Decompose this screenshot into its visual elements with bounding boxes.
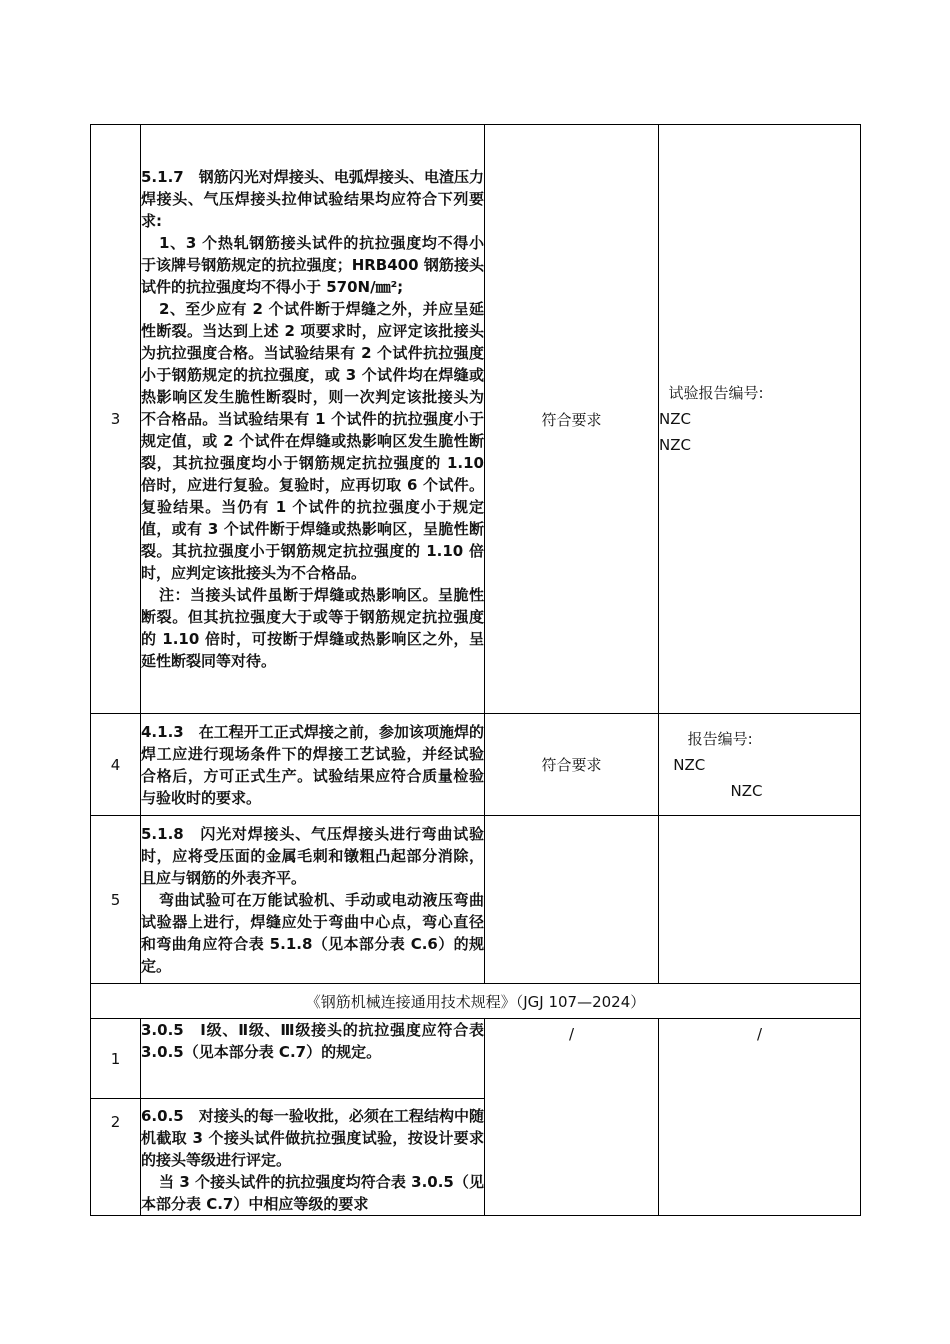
row-number: 2	[91, 1099, 141, 1216]
report-number-cell: /	[659, 1019, 861, 1216]
result-cell	[485, 816, 659, 984]
requirement-cell	[141, 1019, 485, 1099]
row-number: 3	[91, 125, 141, 714]
result-cell: 符合要求	[485, 714, 659, 816]
report-code: NZC	[659, 436, 691, 454]
requirement-paragraph: 5.1.8 闪光对焊接头、气压焊接头进行弯曲试验时，应将受压面的金属毛刺和镦粗凸起部分消除，且应与钢筋的外表齐平。	[141, 824, 484, 887]
standard-title: 《钢筋机械连接通用技术规程》（JGJ 107—2024）	[91, 984, 861, 1019]
row-number: 1	[91, 1019, 141, 1099]
table-row	[91, 714, 861, 816]
report-number-cell	[659, 125, 861, 714]
row-number: 4	[91, 714, 141, 816]
report-code: NZC	[659, 410, 691, 428]
requirement-paragraph: 5.1.7 钢筋闪光对焊接头、电弧焊接头、电渣压力焊接头、气压焊接头拉伸试验结果均应符合下列要求:	[141, 168, 484, 230]
result-cell: 符合要求	[485, 125, 659, 714]
row-number: 5	[91, 816, 141, 984]
report-number-cell	[659, 816, 861, 984]
report-label: 试验报告编号:	[659, 384, 764, 402]
requirement-paragraph: 注：当接头试件虽断于焊缝或热影响区。呈脆性断裂。但其抗拉强度大于或等于钢筋规定抗拉强度的 1.10 倍时，可按断于焊缝或热影响区之外，呈延性断裂同等对待。	[141, 586, 484, 670]
requirement-paragraph: 2、至少应有 2 个试件断于焊缝之外，并应呈延性断裂。当达到上述 2 项要求时，应评定该批接头为抗拉强度合格。当试验结果有 2 个试件抗拉强度小于钢筋规定的抗拉强度，或 3 个试件均在焊缝或热影响区发生脆性断裂时，则一次判定该批接头为不合格品。当试验结果有 1 个试件的抗拉强度小于规定值，或 2 个试件在焊缝或热影响区发生脆性断裂，其抗拉强度均小于钢筋规定抗拉强度的 1.10 倍时，应进行复验。复验时，应再切取 6 个试件。复验结果。当仍有 1 个试件的抗拉强度小于规定值，或有 3 个试件断于焊缝或热影响区，呈脆性断裂。其抗拉强度小于钢筋规定抗拉强度的 1.10 倍时，应判定该批接头为不合格品。	[141, 300, 484, 582]
report-code: NZC	[659, 781, 763, 800]
requirement-paragraph: 弯曲试验可在万能试验机、手动或电动液压弯曲试验器上进行，焊缝应处于弯曲中心点，弯心直径和弯曲角应符合表 5.1.8（见本部分表 C.6）的规定。	[141, 890, 484, 975]
inspection-table	[90, 124, 861, 1216]
table-row	[91, 125, 861, 714]
report-label: 报告编号:	[659, 729, 753, 748]
requirement-paragraph: 3.0.5 Ⅰ级、Ⅱ级、Ⅲ级接头的抗拉强度应符合表 3.0.5（见本部分表 C.7）的规定。	[141, 1021, 484, 1061]
report-code: NZC	[659, 755, 706, 774]
section-row	[91, 984, 861, 1019]
requirement-paragraph: 1、3 个热轧钢筋接头试件的抗拉强度均不得小于该牌号钢筋规定的抗拉强度；HRB400 钢筋接头试件的抗拉强度均不得小于 570N/㎜²;	[141, 234, 484, 296]
requirement-cell	[141, 1099, 485, 1216]
requirement-paragraph: 6.0.5 对接头的每一验收批，必须在工程结构中随机截取 3 个接头试件做抗拉强度试验，按设计要求的接头等级进行评定。	[141, 1107, 484, 1169]
requirement-paragraph: 当 3 个接头试件的抗拉强度均符合表 3.0.5（见本部分表 C.7）中相应等级的要求	[141, 1173, 484, 1213]
requirement-cell	[141, 816, 485, 984]
result-cell: /	[485, 1019, 659, 1216]
table-row	[91, 1019, 861, 1099]
report-number-cell	[659, 714, 861, 816]
requirement-paragraph: 4.1.3 在工程开工正式焊接之前，参加该项施焊的焊工应进行现场条件下的焊接工艺试验，并经试验合格后，方可正式生产。试验结果应符合质量检验与验收时的要求。	[141, 722, 484, 807]
requirement-cell	[141, 125, 485, 714]
requirement-cell	[141, 714, 485, 816]
table-row	[91, 816, 861, 984]
